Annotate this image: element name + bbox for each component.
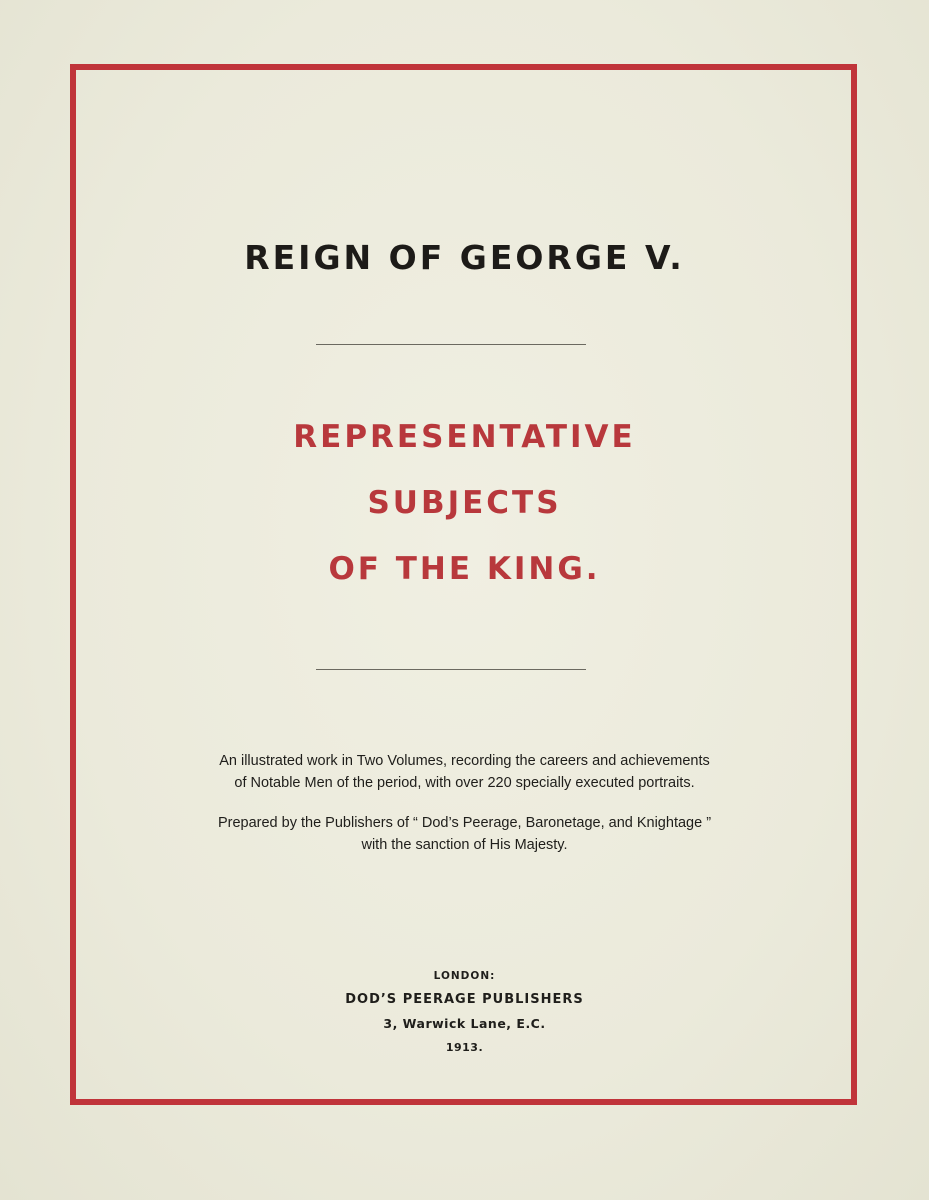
subtitle-line-3: OF THE KING. xyxy=(328,551,601,587)
description-line-1: An illustrated work in Two Volumes, recording the careers and achievements xyxy=(219,753,710,769)
subtitle-line-1: REPRESENTATIVE xyxy=(293,419,636,455)
imprint-publisher: DOD’S PEERAGE PUBLISHERS xyxy=(345,992,584,1007)
description-line-4: with the sanction of His Majesty. xyxy=(361,837,568,853)
imprint-address: 3, Warwick Lane, E.C. xyxy=(383,1016,546,1031)
main-title: REIGN OF GEORGE V. xyxy=(244,238,685,277)
divider-rule-bottom xyxy=(316,669,586,670)
description-paragraph-1 xyxy=(160,750,769,794)
description-line-3: Prepared by the Publishers of “ Dod’s Peerage, Baronetage, and Knightage ” xyxy=(217,815,712,831)
imprint-city: LONDON: xyxy=(433,970,496,982)
divider-rule-top xyxy=(316,344,586,345)
imprint-year: 1913. xyxy=(445,1041,484,1054)
description-paragraph-2 xyxy=(160,812,769,856)
subtitle-line-2: SUBJECTS xyxy=(367,485,562,521)
description-line-2: of Notable Men of the period, with over 220 specially executed portraits. xyxy=(234,775,695,791)
